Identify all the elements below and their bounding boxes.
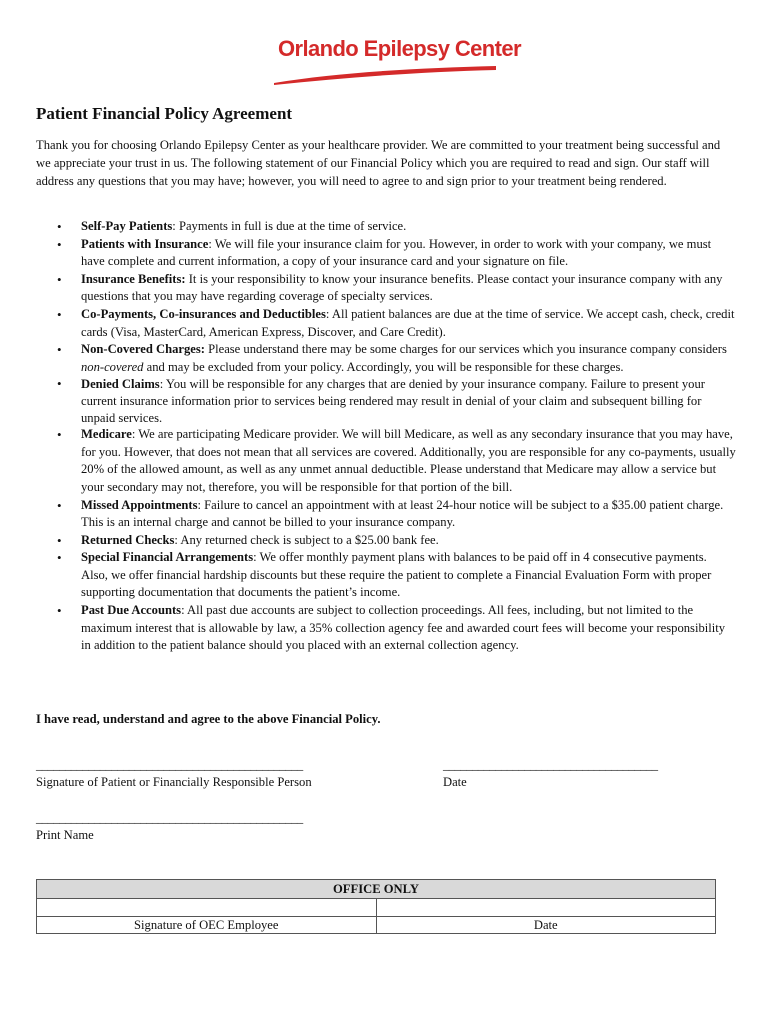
- list-item: • Co-Payments, Co-insurances and Deductibles: All patient balances are due at the time of service. We accept cash, check, credit cards (Visa, MasterCard, American Express, Discover, and Care Credit).: [36, 306, 736, 341]
- policy-text: It is your responsibility to know your insurance benefits. Please contact your insurance company with any questions that you may have regarding coverage of specialty services.: [81, 271, 723, 304]
- policy-term: Special Financial Arrangements: [81, 550, 254, 565]
- employee-date-label: Date: [376, 917, 716, 934]
- policy-term: Insurance Benefits:: [81, 271, 186, 286]
- policy-term: Medicare: [81, 427, 132, 442]
- policy-text: All past due accounts are subject to collection proceedings. All fees, including, but not limited to the maximum interest that is allowable by law, a 35% collection agency fee and awarded court fees will become your responsibility in addition to the patient balance should you placed with an external collection agency.: [81, 603, 726, 653]
- page-title: Patient Financial Policy Agreement: [36, 104, 293, 123]
- print-name-line[interactable]: ______________________________________________: [36, 811, 303, 825]
- patient-signature-label: Signature of Patient or Financially Responsible Person: [36, 775, 312, 789]
- logo: [270, 36, 521, 92]
- agreement-statement: I have read, understand and agree to the above Financial Policy.: [36, 712, 381, 726]
- list-item: • Past Due Accounts: All past due accounts are subject to collection proceedings. All fees, including, but not limited to the maximum interest that is allowable by law, a 35% collection agency fee and awarded court fees will become your responsibility in addition to the patient balance should you placed with an external collection agency.: [36, 602, 736, 655]
- employee-signature-label: Signature of OEC Employee: [37, 917, 377, 934]
- policy-text: Any returned check is subject to a $25.00 bank fee.: [177, 532, 439, 547]
- date-signature-line[interactable]: _____________________________________: [443, 758, 658, 772]
- list-item: • Denied Claims: You will be responsible for any charges that are denied by your insurance company. Failure to present your current insurance information prior to services being rendered may result in denial of your claim and subsequent billing for unpaid services.: [36, 376, 736, 426]
- policy-term: Past Due Accounts: [81, 603, 182, 618]
- policy-text: Please understand there may be some charges for our services which you insurance company considers: [204, 342, 727, 357]
- intro-paragraph: Thank you for choosing Orlando Epilepsy Center as your healthcare provider. We are committed to your treatment being successful and we appreciate your trust in us. The following statement of our Financial Policy which you are required to read and sign. Our staff will address any questions that you may have; however, you will need to agree to and sign prior to your treatment being rendered.: [36, 138, 721, 189]
- policy-text: Payments in full is due at the time of service.: [175, 219, 407, 233]
- list-item: [36, 341, 736, 376]
- policy-term: Denied Claims: [81, 377, 160, 392]
- date-label: Date: [443, 775, 467, 789]
- logo-swoosh-icon: [270, 64, 500, 86]
- policy-text: You will be responsible for any charges that are denied by your insurance company. Failure to present your current insurance information prior to services being rendered may result in denial of your claim and subsequent billing for unpaid services.: [81, 377, 705, 425]
- list-item: • Returned Checks: Any returned check is subject to a $25.00 bank fee.: [36, 532, 736, 550]
- policy-term: Non-Covered Charges:: [81, 342, 205, 357]
- policy-text: All patient balances are due at the time of service. We accept cash, check, credit cards (Visa, MasterCard, American Express, Discover, and Care Credit).: [81, 306, 735, 339]
- policy-text: We are participating Medicare provider. We will bill Medicare, as well as any secondary insurance that you may have, for you. However, that does not mean that all services are covered. Additionally, you are responsible for any co-payments, usually 20% of the allowed amount, as well as any unmet annual deductible. Please understand that Medicare may allow a service but your secondary may not, therefore, you will be responsible for that portion of the bill.: [81, 427, 736, 494]
- list-item: • Medicare: We are participating Medicare provider. We will bill Medicare, as well as any secondary insurance that you may have, for you. However, that does not mean that all services are covered. Additionally, you are responsible for any co-payments, usually 20% of the allowed amount, as well as any unmet annual deductible. Please understand that Medicare may allow a service but your secondary may not, therefore, you will be responsible for that portion of the bill.: [36, 426, 736, 496]
- office-only-table: [36, 879, 716, 934]
- logo-text: Orlando Epilepsy Center: [278, 36, 521, 61]
- print-name-label: Print Name: [36, 828, 94, 842]
- policy-list: [36, 218, 736, 655]
- list-item: • Missed Appointments: Failure to cancel an appointment with at least 24-hour notice will be subject to a $35.00 patient charge. This is an internal charge and cannot be billed to your insurance company.: [36, 497, 736, 532]
- list-item: • Self-Pay Patients: Payments in full is due at the time of service.: [36, 218, 736, 236]
- policy-term: Missed Appointments: [81, 497, 198, 512]
- employee-date-field[interactable]: [376, 899, 716, 917]
- policy-term: Patients with Insurance: [81, 236, 209, 251]
- policy-text: and may be excluded from your policy. Accordingly, you will be responsible for these charges.: [143, 359, 624, 374]
- policy-term: Co-Payments, Co-insurances and Deductibles: [81, 306, 326, 321]
- policy-text: We will file your insurance claim for you. However, in order to work with your company, we must have complete and current information, a copy of your insurance card and your signature on file.: [81, 236, 712, 269]
- policy-text: We offer monthly payment plans with balances to be paid off in 4 consecutive payments. Also, we offer financial hardship discounts but these require the patient to complete a Financial Evaluation Form with proper supporting documentation that documents the patient’s income.: [81, 550, 712, 600]
- list-item: • Patients with Insurance: We will file your insurance claim for you. However, in order to work with your company, we must have complete and current information, a copy of your insurance card and your signature on file.: [36, 236, 736, 271]
- policy-term: Self-Pay Patients: [81, 219, 173, 233]
- employee-signature-field[interactable]: [37, 899, 377, 917]
- policy-text-italic: non-covered: [81, 359, 144, 374]
- office-only-header: OFFICE ONLY: [37, 880, 716, 899]
- patient-signature-line[interactable]: ______________________________________________: [36, 758, 303, 772]
- policy-text: Failure to cancel an appointment with at least 24-hour notice will be subject to a $35.00 patient charge. This is an internal charge and cannot be billed to your insurance company.: [81, 497, 724, 530]
- policy-term: Returned Checks: [81, 532, 175, 547]
- list-item: • Special Financial Arrangements: We offer monthly payment plans with balances to be paid off in 4 consecutive payments. Also, we offer financial hardship discounts but these require the patient to complete a Financial Evaluation Form with proper supporting documentation that documents the patient’s income.: [36, 549, 736, 602]
- list-item: [36, 271, 736, 306]
